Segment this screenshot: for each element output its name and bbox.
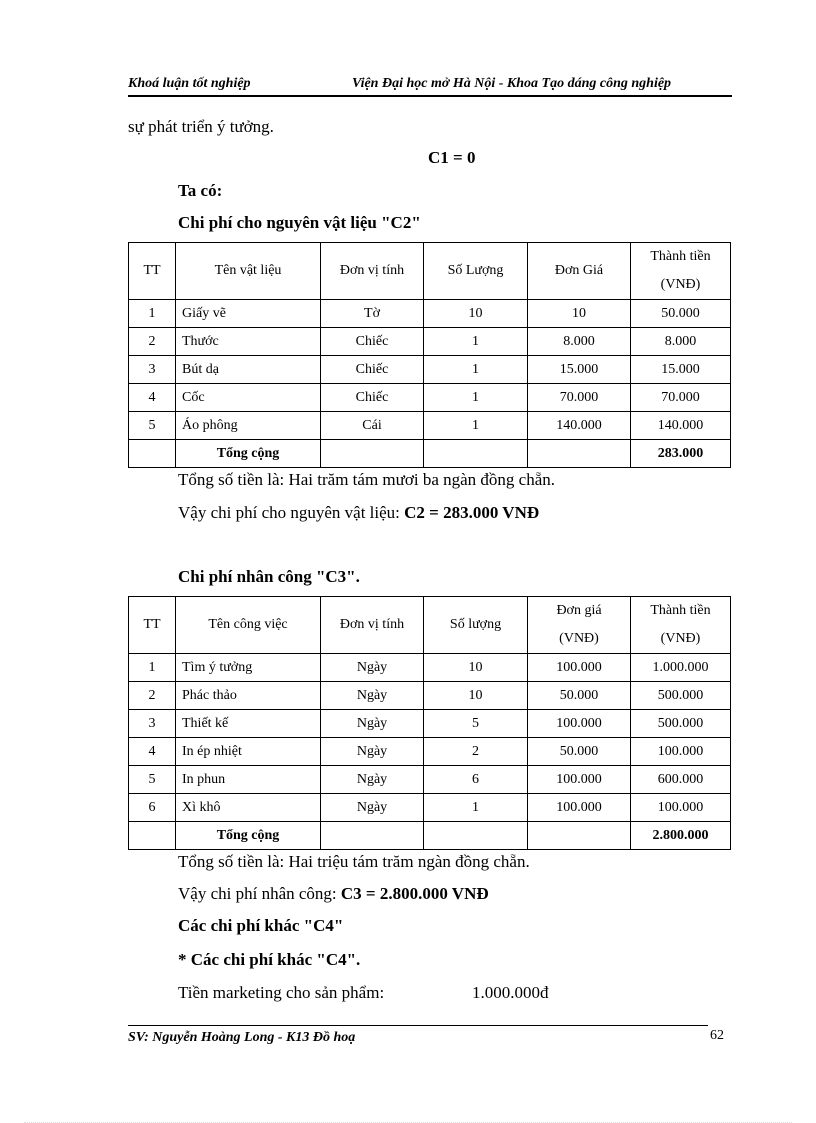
table-cell: 1 [424, 412, 528, 440]
table-cell: Cái [321, 412, 424, 440]
total-label: Tổng cộng [176, 822, 321, 850]
header-cell: TT [129, 243, 176, 300]
labor-table [128, 596, 731, 850]
header-line: (VNĐ) [559, 631, 599, 646]
table-cell: Chiếc [321, 384, 424, 412]
materials-table [128, 242, 731, 468]
table-row [129, 356, 731, 384]
table-cell: 500.000 [631, 682, 731, 710]
header-line: Thành tiền [650, 603, 711, 618]
table-total-row [129, 440, 731, 468]
table-row [129, 384, 731, 412]
table-row [129, 300, 731, 328]
table-cell [424, 822, 528, 850]
table-cell: 50.000 [631, 300, 731, 328]
header-right: Viện Đại học mở Hà Nội - Khoa Tạo dáng công nghiệp [352, 76, 672, 91]
table-cell [528, 440, 631, 468]
header-cell [631, 243, 731, 300]
table-row [129, 794, 731, 822]
table-cell: 100.000 [528, 654, 631, 682]
marketing-value: 1.000.000đ [472, 983, 549, 1002]
table-cell: 15.000 [631, 356, 731, 384]
table-cell [129, 440, 176, 468]
table-cell: 6 [129, 794, 176, 822]
header-cell: Số Lượng [424, 243, 528, 300]
c3-title: Chi phí nhân công "C3". [178, 567, 360, 586]
c2-conclusion-prefix: Vậy chi phí cho nguyên vật liệu: [178, 503, 400, 522]
table-cell: Ngày [321, 738, 424, 766]
table-cell: 100.000 [528, 710, 631, 738]
header-line: Đơn giá [556, 603, 602, 618]
c3-conclusion-value: C3 = 2.800.000 VNĐ [340, 884, 489, 903]
table-cell: 1 [424, 328, 528, 356]
c2-title: Chi phí cho nguyên vật liệu "C2" [178, 213, 421, 232]
header-cell [631, 597, 731, 654]
header-left: Khoá luận tốt nghiệp [128, 76, 251, 91]
table-cell: 140.000 [631, 412, 731, 440]
header-cell: Tên vật liệu [176, 243, 321, 300]
table-cell: 3 [129, 710, 176, 738]
header-cell [528, 597, 631, 654]
header-cell: Tên công việc [176, 597, 321, 654]
table-cell: 1.000.000 [631, 654, 731, 682]
table-cell: Ngày [321, 682, 424, 710]
table-cell: 70.000 [528, 384, 631, 412]
header-line: (VNĐ) [660, 631, 701, 646]
table-cell [424, 440, 528, 468]
table-cell: 5 [424, 710, 528, 738]
table-cell: 8.000 [528, 328, 631, 356]
table-cell: 10 [528, 300, 631, 328]
table-cell: Chiếc [321, 328, 424, 356]
table-cell [321, 822, 424, 850]
table-cell: 10 [424, 654, 528, 682]
table-cell: 100.000 [631, 794, 731, 822]
table-cell: Giấy vẽ [176, 300, 321, 328]
table-cell: 50.000 [528, 738, 631, 766]
table-cell: Ngày [321, 794, 424, 822]
table-cell: 2 [129, 328, 176, 356]
table-cell: 1 [129, 654, 176, 682]
table-cell: 1 [424, 356, 528, 384]
header-line: Thành tiền [650, 249, 711, 264]
table-cell: 5 [129, 766, 176, 794]
table-cell: 5 [129, 412, 176, 440]
header-line: (VNĐ) [660, 277, 701, 292]
table-cell: 1 [424, 384, 528, 412]
table-cell: 10 [424, 300, 528, 328]
marketing-label: Tiền marketing cho sản phẩm: [178, 983, 385, 1002]
c3-conclusion [178, 884, 489, 904]
page-number: 62 [710, 1028, 724, 1043]
table-cell: Tìm ý tưởng [176, 654, 321, 682]
header-cell: Đơn Giá [528, 243, 631, 300]
table-cell: 6 [424, 766, 528, 794]
taco-label: Ta có: [178, 181, 223, 200]
intro-line: sự phát triển ý tưởng. [128, 117, 274, 136]
table-cell: 2 [129, 682, 176, 710]
table-cell: 8.000 [631, 328, 731, 356]
table-cell: In ép nhiệt [176, 738, 321, 766]
table-cell: 600.000 [631, 766, 731, 794]
c4-subtitle: * Các chi phí khác "C4". [178, 950, 361, 969]
table-cell: 10 [424, 682, 528, 710]
table-cell: Chiếc [321, 356, 424, 384]
table-cell: Xì khô [176, 794, 321, 822]
table-cell: 4 [129, 738, 176, 766]
table-row [129, 328, 731, 356]
table-row [129, 682, 731, 710]
c4-title: Các chi phí khác "C4" [178, 916, 344, 935]
table-cell: Bút dạ [176, 356, 321, 384]
table-cell: 140.000 [528, 412, 631, 440]
table-cell: Áo phông [176, 412, 321, 440]
table-row [129, 654, 731, 682]
table-header-row [129, 243, 731, 300]
table-cell: 15.000 [528, 356, 631, 384]
table-row [129, 766, 731, 794]
table-cell: Ngày [321, 654, 424, 682]
table-row [129, 710, 731, 738]
table-cell: In phun [176, 766, 321, 794]
footer-author: SV: Nguyễn Hoàng Long - K13 Đồ hoạ [128, 1030, 356, 1045]
table-cell: Thước [176, 328, 321, 356]
table-row [129, 738, 731, 766]
footer-rule [128, 1025, 708, 1026]
c3-conclusion-prefix: Vậy chi phí nhân công: [178, 884, 337, 903]
table-cell: 100.000 [631, 738, 731, 766]
header-cell: TT [129, 597, 176, 654]
total-label: Tổng cộng [176, 440, 321, 468]
table-cell: Ngày [321, 766, 424, 794]
table-cell: 100.000 [528, 766, 631, 794]
table-cell: 50.000 [528, 682, 631, 710]
table-total-row [129, 822, 731, 850]
table-cell: Tờ [321, 300, 424, 328]
c1-formula: C1 = 0 [428, 148, 476, 167]
total-value: 283.000 [631, 440, 731, 468]
total-value: 2.800.000 [631, 822, 731, 850]
table-cell: Thiết kế [176, 710, 321, 738]
table-cell: Cốc [176, 384, 321, 412]
c2-conclusion-value: C2 = 283.000 VNĐ [404, 503, 540, 522]
table-cell: 100.000 [528, 794, 631, 822]
table-row [129, 412, 731, 440]
c2-total-words: Tổng số tiền là: Hai trăm tám mươi ba ngàn đồng chẵn. [178, 470, 556, 489]
table-cell [129, 822, 176, 850]
c2-conclusion [178, 503, 539, 523]
header-cell: Đơn vị tính [321, 597, 424, 654]
table-header-row [129, 597, 731, 654]
table-cell: Phác thảo [176, 682, 321, 710]
table-cell [528, 822, 631, 850]
table-cell: Ngày [321, 710, 424, 738]
table-cell: 500.000 [631, 710, 731, 738]
table-cell: 4 [129, 384, 176, 412]
header-rule [128, 95, 732, 97]
table-cell: 2 [424, 738, 528, 766]
table-cell: 1 [129, 300, 176, 328]
header-cell: Số lượng [424, 597, 528, 654]
c3-total-words: Tổng số tiền là: Hai triệu tám trăm ngàn đồng chẵn. [178, 852, 530, 871]
header-cell: Đơn vị tính [321, 243, 424, 300]
table-cell [321, 440, 424, 468]
table-cell: 1 [424, 794, 528, 822]
table-cell: 3 [129, 356, 176, 384]
table-cell: 70.000 [631, 384, 731, 412]
